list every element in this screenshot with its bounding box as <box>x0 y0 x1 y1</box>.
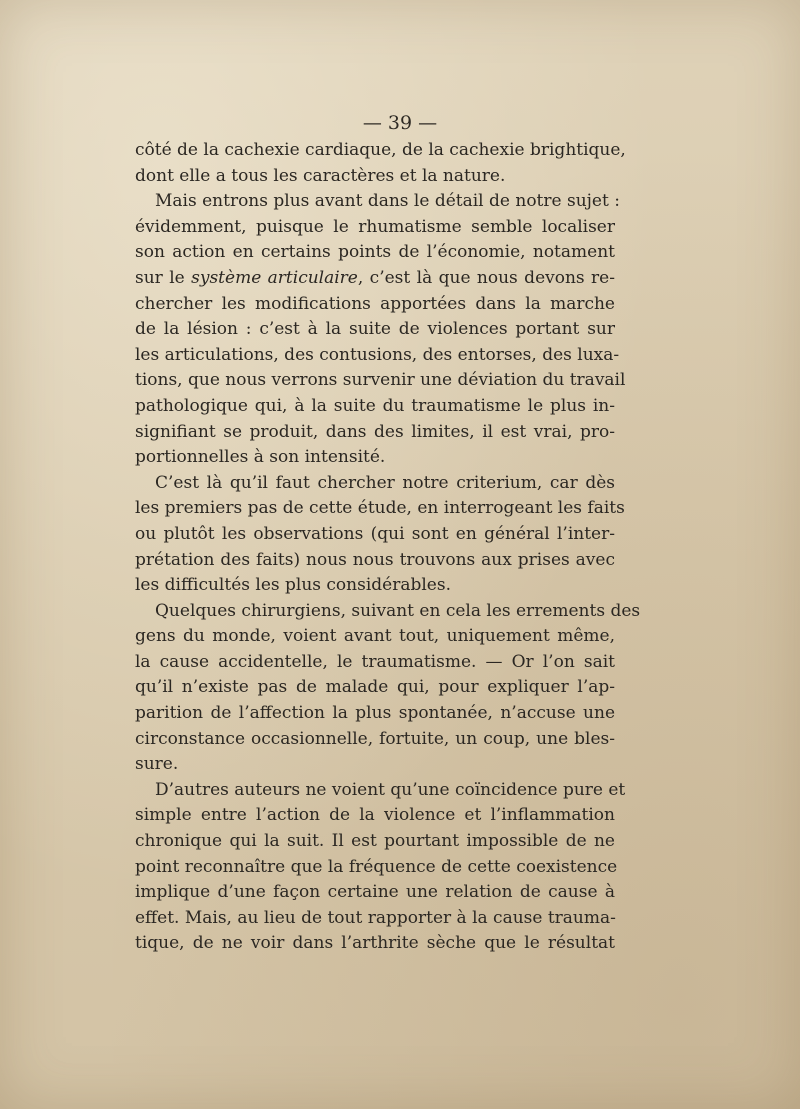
text-line: les articulations, des contusions, des entorses, des luxa- <box>135 344 620 365</box>
text-line: parition de l’affection la plus spontanée, n’accuse une <box>135 703 615 724</box>
body-text <box>135 138 641 957</box>
page-number: — 39 — <box>362 112 438 134</box>
text-line: son action en certains points de l’économie, notament <box>135 242 615 263</box>
text-line: les difficultés les plus considérables. <box>135 575 451 596</box>
text-line: circonstance occasionnelle, fortuite, un coup, une bles- <box>135 728 615 749</box>
text-line: les premiers pas de cette étude, en interrogeant les faits <box>135 498 625 519</box>
text-line: point reconnaître que la fréquence de cette coexistence <box>135 856 618 877</box>
text-line: tions, que nous verrons survenir une déviation du travail <box>135 370 626 391</box>
text-segment: sur le <box>135 267 192 288</box>
text-line: portionnelles à son intensité. <box>135 447 386 468</box>
text-line <box>135 266 615 292</box>
text-line: pathologique qui, à la suite du traumatisme le plus in- <box>135 395 615 416</box>
text-line: ou plutôt les observations (qui sont en général l’inter- <box>135 523 615 544</box>
text-line: C’est là qu’il faut chercher notre criterium, car dès <box>155 472 615 493</box>
text-line: effet. Mais, au lieu de tout rapporter à la cause trauma- <box>135 907 616 928</box>
text-line: la cause accidentelle, le traumatisme. — Or l’on sait <box>135 651 615 672</box>
text-line: Quelques chirurgiens, suivant en cela les errements des <box>155 600 641 621</box>
text-line: tique, de ne voir dans l’arthrite sèche que le résultat <box>135 933 615 954</box>
text-line: prétation des faits) nous nous trouvons aux prises avec <box>135 549 615 570</box>
text-line: sure. <box>135 754 179 775</box>
text-line: dont elle a tous les caractères et la nature. <box>135 165 506 186</box>
text-line: chronique qui la suit. Il est pourtant impossible de ne <box>135 831 615 852</box>
text-line: chercher les modifications apportées dans la marche <box>135 293 615 314</box>
text-segment: , c’est là que nous devons re- <box>357 267 615 288</box>
text-line: de la lésion : c’est à la suite de violences portant sur <box>135 319 615 340</box>
text-line: simple entre l’action de la violence et l’inflammation <box>135 805 615 826</box>
text-line: gens du monde, voient avant tout, uniquement même, <box>135 626 615 647</box>
text-line: D’autres auteurs ne voient qu’une coïncidence pure et <box>155 779 626 800</box>
text-line: qu’il n’existe pas de malade qui, pour expliquer l’ap- <box>135 677 615 698</box>
text-line: signifiant se produit, dans des limites, il est vrai, pro- <box>135 421 615 442</box>
text-line: Mais entrons plus avant dans le détail de notre sujet : <box>155 191 620 212</box>
text-line: implique d’une façon certaine une relation de cause à <box>135 882 615 903</box>
text-line: évidemment, puisque le rhumatisme semble localiser <box>135 216 615 237</box>
italic-term: système articulaire <box>191 267 358 288</box>
text-line: côté de la cachexie cardiaque, de la cachexie brightique, <box>135 140 626 160</box>
